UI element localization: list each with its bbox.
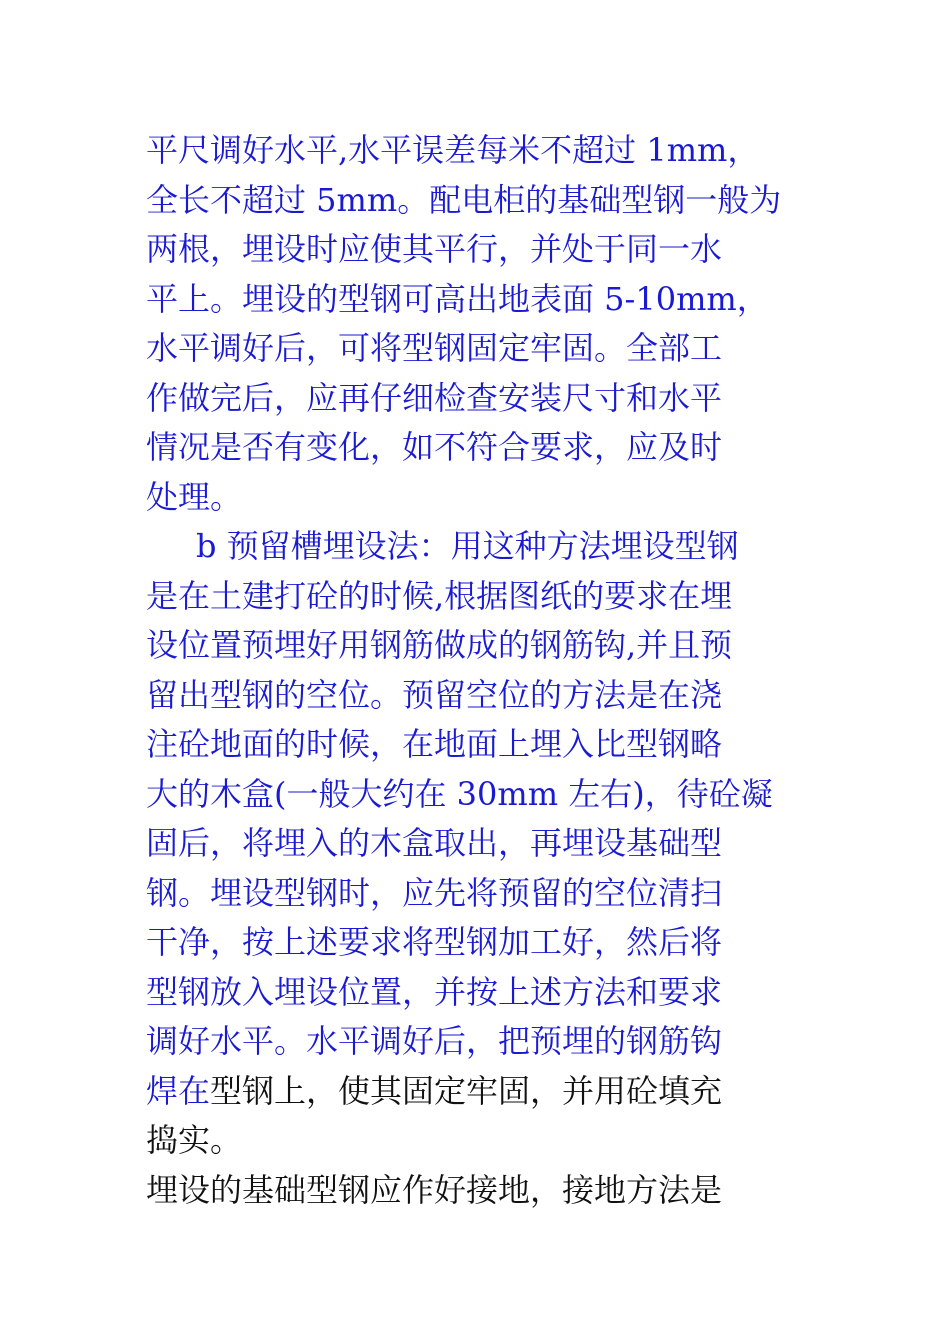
text-line: 是在土建打砼的时候,根据图纸的要求在埋 [146,576,733,615]
text-line: 留出型钢的空位。预留空位的方法是在浇 [146,675,723,714]
mixed-color-line [146,1067,806,1117]
text-line: 设位置预埋好用钢筋做成的钢筋钩,并且预 [146,626,733,664]
text-line: 情况是否有变化，如不符合要求，应及时 [146,428,723,466]
paragraph-start-line: b 预留槽埋设法：用这种方法埋设型钢 [196,527,739,565]
text-line: 作做完后，应再仔细检查安装尺寸和水平 [146,378,723,417]
text-line: 处理。 [146,477,243,516]
text-line: 捣实。 [146,1121,243,1159]
text-line: 两根，埋设时应使其平行，并处于同一水 [146,230,723,268]
text-line: 平上。埋设的型钢可高出地表面 5-10mm， [146,279,769,318]
text-line: 注砼地面的时候，在地面上埋入比型钢略 [146,725,723,763]
text-line: 埋设的基础型钢应作好接地，接地方法是 [146,1170,723,1209]
text-line: 全长不超过 5mm。配电柜的基础型钢一般为 [146,180,782,219]
text-line: 型钢放入埋设位置，并按上述方法和要求 [146,972,723,1011]
text-line: 水平调好后，可将型钢固定牢固。全部工 [146,329,723,367]
text-line: 钢。埋设型钢时，应先将预留的空位清扫 [146,873,723,912]
text-line: 调好水平。水平调好后，把预埋的钢筋钩 [146,1022,723,1060]
text-line: 固后，将埋入的木盒取出，再埋设基础型 [146,824,723,862]
black-text-segment: 型钢上，使其固定牢固，并用砼填充 [210,1071,723,1110]
text-line: 平尺调好水平,水平误差每米不超过 1mm， [146,131,760,169]
document-body [146,126,806,1215]
blue-text-segment: 焊在 [146,1071,211,1110]
text-line: 大的木盒(一般大约在 30mm 左右)，待砼凝 [146,774,773,813]
text-line: 干净，按上述要求将型钢加工好，然后将 [146,923,723,961]
